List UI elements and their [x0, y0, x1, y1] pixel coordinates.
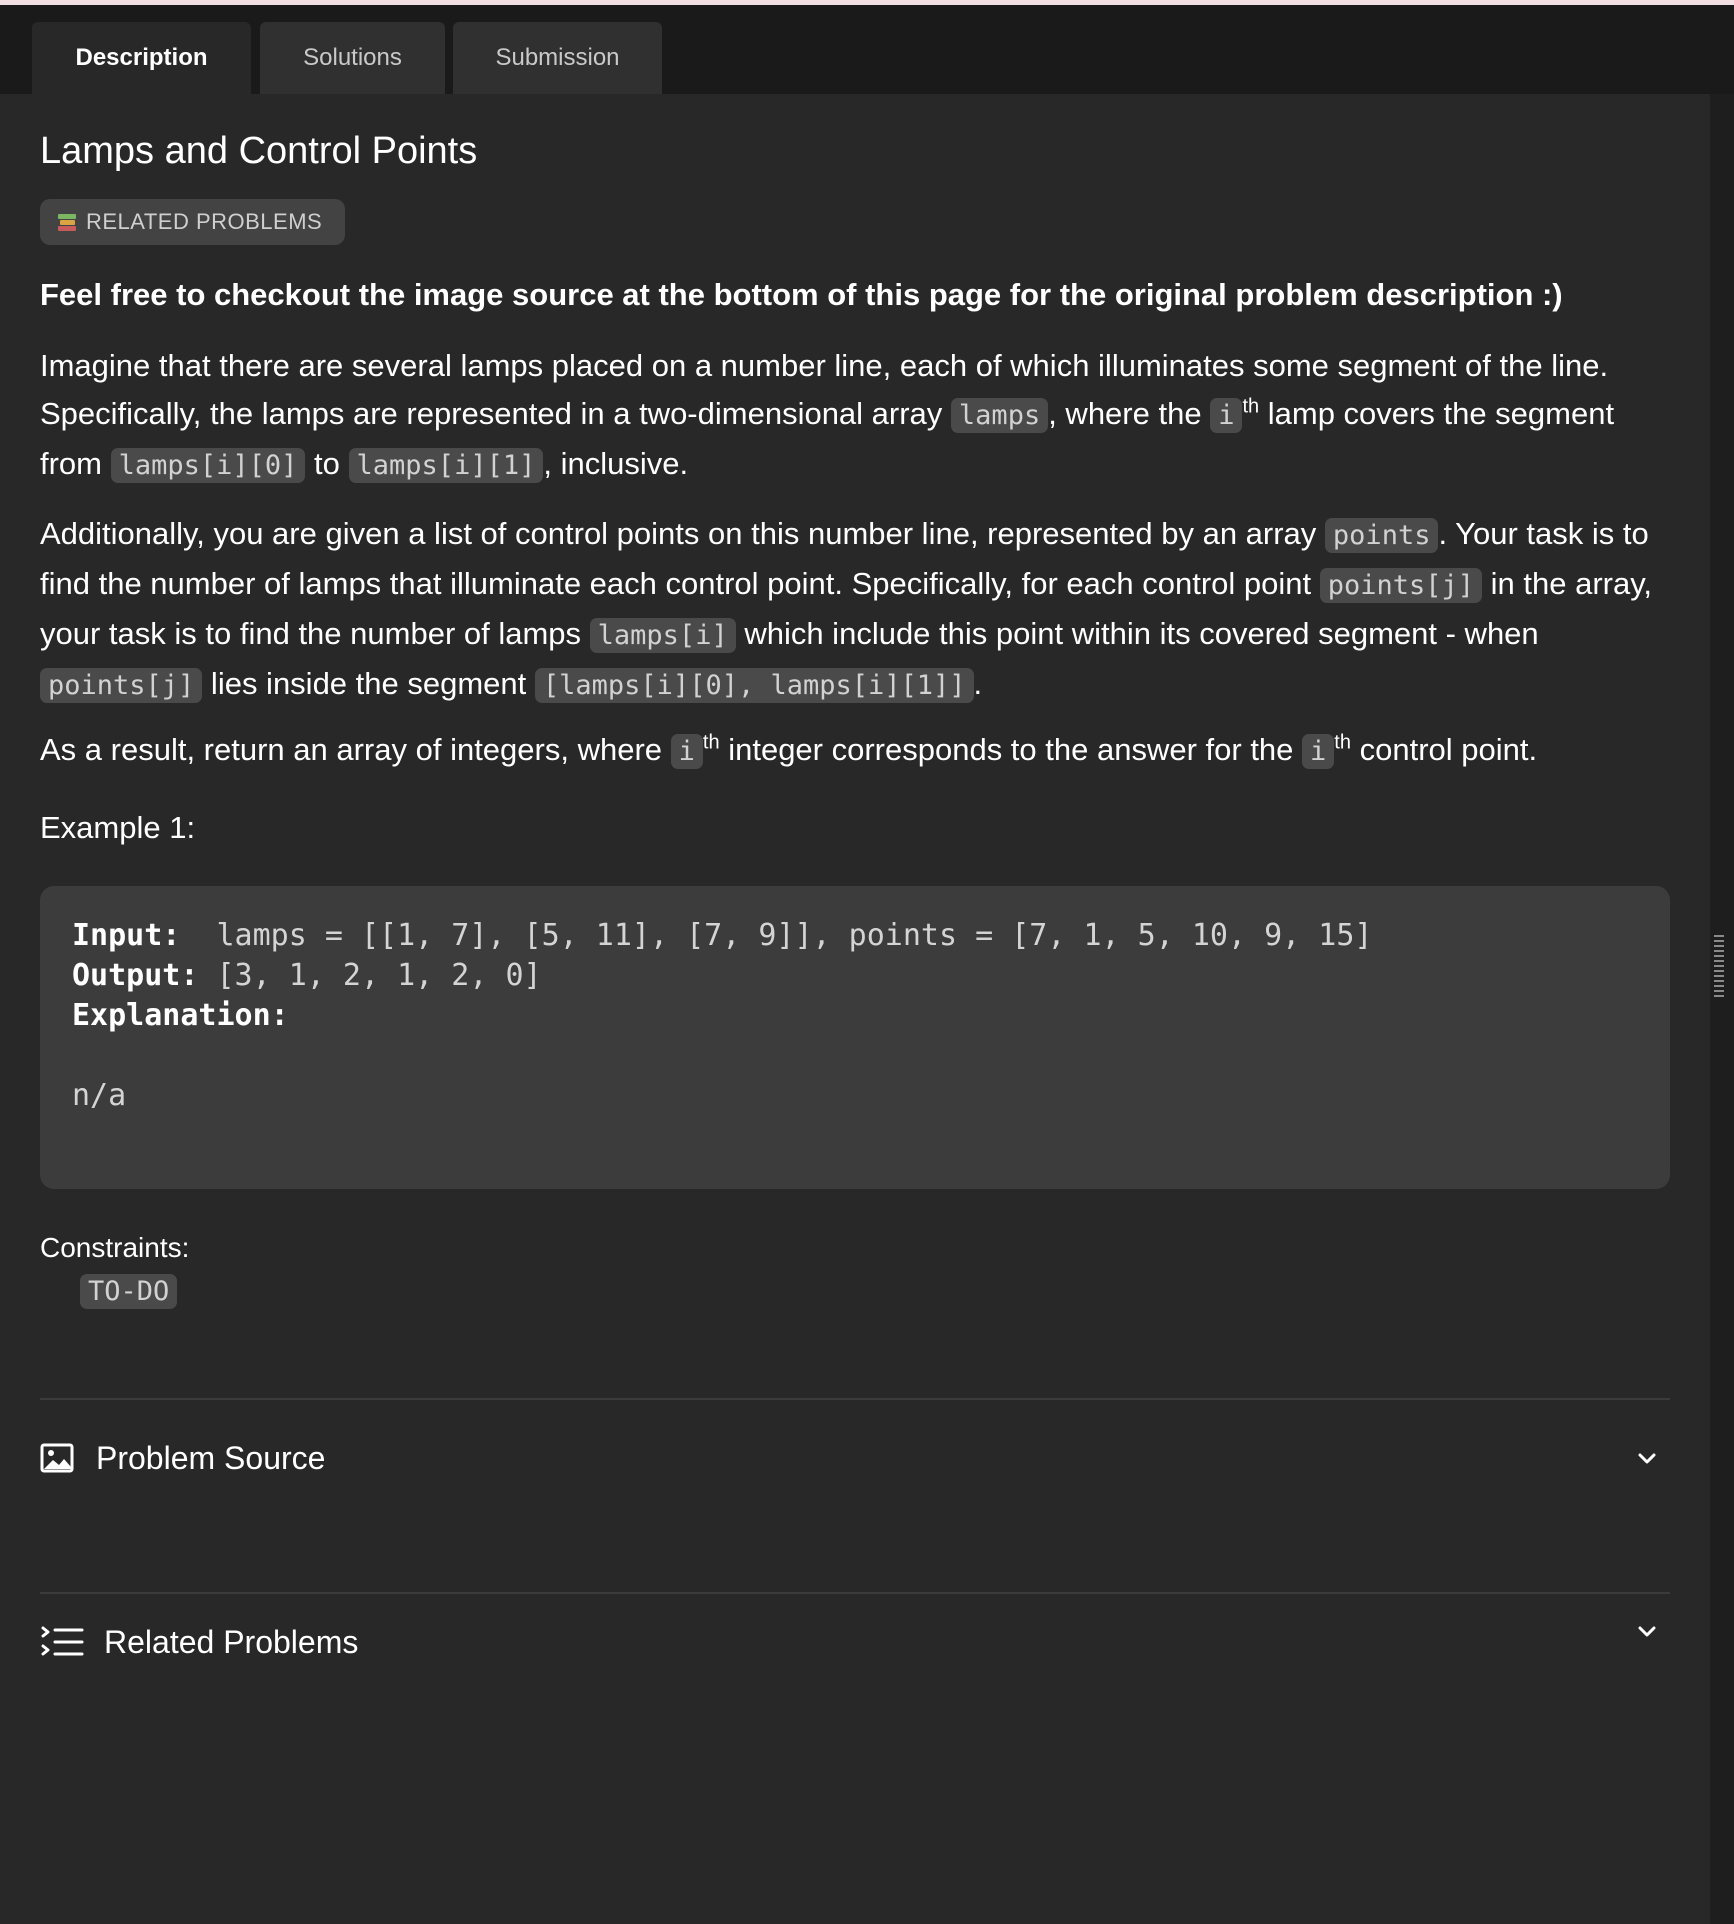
tab-solutions[interactable] [260, 22, 445, 94]
example-output-line [72, 956, 1638, 996]
tab-submission-label: Submission [495, 44, 620, 71]
example-code-block [40, 886, 1670, 1189]
example-explanation-line [72, 996, 1638, 1036]
superscript: th [1334, 731, 1351, 754]
text: in the array, your task is to find the number of lamps [40, 566, 1653, 651]
notice-text: Feel free to checkout the image source at the bottom of this page for the original problem description :) [40, 277, 1563, 312]
constraints-value: TO-DO [80, 1274, 177, 1309]
inline-code: lamps[i] [590, 618, 736, 653]
text: As a result, return an array of integers, where [40, 732, 671, 767]
related-problems-accordion[interactable] [40, 1612, 1670, 1672]
output-value: [3, 1, 2, 1, 2, 0] [216, 958, 542, 993]
panel-gutter [1710, 94, 1734, 1924]
problem-source-label: Problem Source [96, 1439, 326, 1476]
example-label: Example 1: [40, 810, 196, 845]
text: control point. [1350, 732, 1538, 767]
input-value: lamps = [[1, 7], [5, 11], [7, 9]], points = [7, 1, 5, 10, 9, 15] [216, 918, 1373, 953]
list-icon [40, 1625, 84, 1659]
inline-code: i [671, 734, 703, 769]
explanation-value: n/a [72, 1078, 127, 1113]
output-label: Output: [72, 958, 199, 993]
inline-code: i [1210, 398, 1242, 433]
paragraph-result [40, 726, 1680, 776]
inline-code: lamps [951, 398, 1048, 433]
text: to [305, 446, 349, 481]
tab-description-label: Description [75, 44, 208, 71]
text: lies inside the segment [202, 666, 535, 701]
text: lamp covers the segment from [40, 396, 1615, 481]
explanation-label: Explanation: [72, 998, 289, 1033]
superscript: th [702, 731, 720, 754]
text: integer corresponds to the answer for the [719, 732, 1303, 767]
text: Additionally, you are given a list of control points on this number line, represented by an array [40, 516, 1325, 551]
inline-code: i [1302, 734, 1334, 769]
related-problems-label: Related Problems [104, 1623, 359, 1660]
inline-code: lamps[i][1] [349, 448, 544, 483]
tab-solutions-label: Solutions [303, 44, 402, 71]
inline-code: points [1325, 518, 1439, 553]
related-problems-badge[interactable] [40, 199, 345, 245]
problem-title: Lamps and Control Points [40, 130, 478, 172]
input-label: Input: [72, 918, 181, 953]
paragraph-lamps [40, 342, 1680, 490]
superscript: th [1242, 395, 1260, 418]
books-icon [58, 213, 76, 231]
text: . Your task is to find the number of lamps that illuminate each control point. Specifically, for each control point [40, 516, 1649, 601]
chevron-down-icon [1636, 1620, 1658, 1642]
text: , where the [1048, 396, 1211, 431]
image-icon [40, 1443, 74, 1473]
example-input-line [72, 916, 1638, 956]
tab-description[interactable] [32, 22, 251, 94]
divider [40, 1592, 1670, 1594]
tab-submission[interactable] [453, 22, 662, 94]
paragraph-points [40, 510, 1680, 710]
divider [40, 1398, 1670, 1400]
inline-code: points[j] [40, 668, 202, 703]
text: . [973, 666, 983, 701]
resize-handle[interactable] [1714, 935, 1724, 999]
inline-code: points[j] [1320, 568, 1482, 603]
chevron-down-icon [1636, 1447, 1658, 1469]
tab-bar [0, 5, 1734, 94]
inline-code: [lamps[i][0], lamps[i][1]] [535, 668, 974, 703]
related-problems-badge-label: RELATED PROBLEMS [86, 209, 323, 234]
problem-source-accordion[interactable] [40, 1428, 1670, 1488]
text: , inclusive. [543, 446, 689, 481]
inline-code: lamps[i][0] [111, 448, 306, 483]
constraints-label: Constraints: [40, 1232, 190, 1263]
text: Imagine that there are several lamps placed on a number line, each of which illuminates some segment of the line. Specifically, the lamps are represented in a two-dimensional array [40, 348, 1609, 431]
text: which include this point within its covered segment - when [735, 616, 1539, 651]
